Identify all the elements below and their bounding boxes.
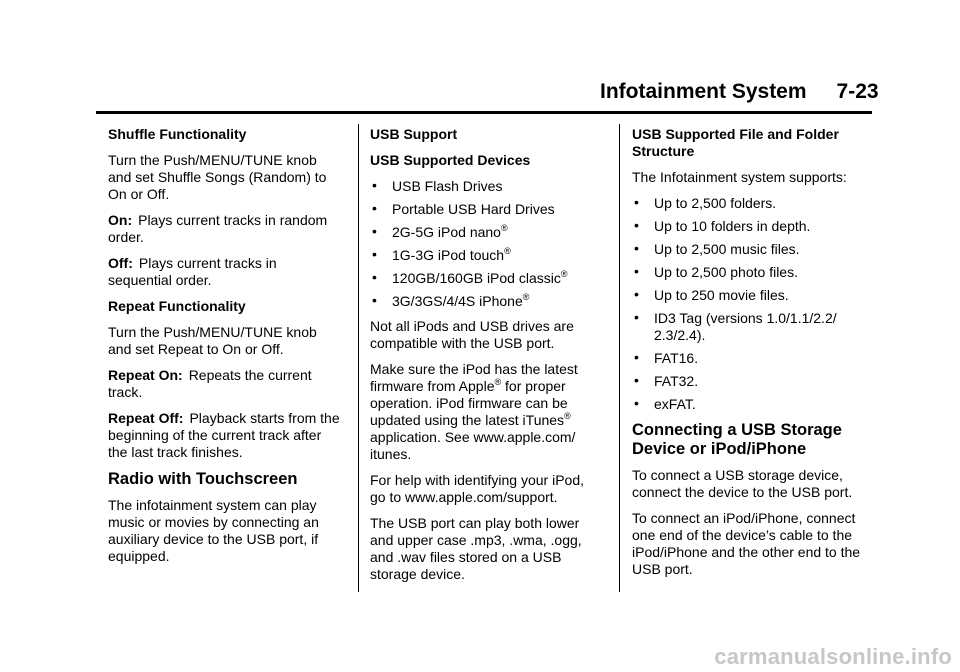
repeat-off-term: Repeat Off: [108,410,184,426]
header-rule [96,111,872,114]
bullet: • [634,263,639,279]
list-item: • Up to 2,500 folders. [634,194,777,211]
off-text: Plays current tracks in sequential order. [108,255,277,288]
bullet: • [634,372,639,388]
list-item: • 120GB/160GB iPod classic® [372,269,568,286]
connect-ipod-text: To connect an iPod/iPhone, connect one end of the device’s cable to the iPod/iPhone and the other end to the USB port. [632,510,861,577]
bullet: • [634,309,639,325]
registered-mark: ® [560,269,568,279]
on-definition [108,212,340,246]
list-item: • Up to 2,500 music files. [634,240,800,257]
off-term: Off: [108,255,133,271]
list-item: • exFAT. [634,395,696,412]
repeat-on-term: Repeat On: [108,367,183,383]
bullet: • [372,246,377,262]
list-item: • Up to 2,500 photo files. [634,263,798,280]
radio-heading: Radio with Touchscreen [108,470,298,488]
registered-mark: ® [522,292,530,302]
repeat-off-definition [108,410,340,461]
bullet: • [372,223,377,239]
off-definition [108,255,340,289]
usb-support-heading: USB Support [370,126,458,142]
repeat-text: Turn the Push/MENU/TUNE knob and set Repeat to On or Off. [108,324,317,357]
supports-list [632,195,864,413]
repeat-heading: Repeat Functionality [108,298,246,314]
case-text: The USB port can play both lower and upper case .mp3, .wma, .ogg, and .wav files stored on a USB storage device. [370,515,582,582]
bullet: • [634,286,639,302]
list-item: • Up to 250 movie files. [634,286,789,303]
watermark: carmanualsonline.info [714,644,952,669]
bullet: • [372,200,377,216]
bullet: • [634,349,639,365]
registered-mark: ® [494,377,502,387]
bullet: • [634,395,639,411]
list-item: • FAT32. [634,372,699,389]
structure-heading: USB Supported File and Folder Structure [632,126,839,159]
column-2 [370,126,602,592]
compat-text: Not all iPods and USB drives are compatible with the USB port. [370,318,574,351]
page-header [600,80,879,104]
help-text: For help with identifying your iPod, go to www.apple.com/support. [370,472,584,505]
bullet: • [634,217,639,233]
column-divider [619,124,620,592]
connect-usb-text: To connect a USB storage device, connect the device to the USB port. [632,467,853,500]
shuffle-text: Turn the Push/MENU/TUNE knob and set Shuffle Songs (Random) to On or Off. [108,152,327,202]
on-term: On: [108,212,133,228]
column-3 [632,126,864,587]
bullet: • [634,240,639,256]
connect-heading: Connecting a USB Storage Device or iPod/iPhone [632,421,842,458]
list-item: • FAT16. [634,349,699,366]
list-item: • 3G/3GS/4/4S iPhone® [372,292,530,309]
bullet: • [634,194,639,210]
bullet: • [372,292,377,308]
repeat-on-definition [108,367,340,401]
list-item: • ID3 Tag (versions 1.0/1.1/2.2/ 2.3/2.4). [634,309,837,343]
shuffle-heading: Shuffle Functionality [108,126,247,142]
column-divider [358,124,359,592]
devices-heading: USB Supported Devices [370,152,531,168]
bullet: • [372,269,377,285]
registered-mark: ® [500,223,508,233]
devices-list [370,178,602,310]
page-number: 7-23 [836,80,879,103]
firmware-text: Make sure the iPod has the latest firmware from Apple® for proper operation. iPod firmware can be updated using the latest iTunes® application. See www.apple.com/ itunes. [370,361,578,462]
list-item: • USB Flash Drives [372,177,503,194]
repeat-off-text: Playback starts from the beginning of the current track after the last track finishes. [108,410,340,460]
supports-text: The Infotainment system supports: [632,169,847,185]
on-text: Plays current tracks in random order. [108,212,328,245]
registered-mark: ® [504,246,511,256]
column-1 [108,126,340,574]
radio-text: The infotainment system can play music or movies by connecting an auxiliary device to the USB port, if equipped. [108,497,319,564]
repeat-on-text: Repeats the current track. [108,367,312,400]
list-item: • Up to 10 folders in depth. [634,217,811,234]
registered-mark: ® [564,411,571,421]
bullet: • [372,177,377,193]
section-title: Infotainment System [600,80,807,103]
list-item: • 2G-5G iPod nano® [372,223,508,240]
list-item: • 1G-3G iPod touch® [372,246,511,263]
list-item: • Portable USB Hard Drives [372,200,555,217]
